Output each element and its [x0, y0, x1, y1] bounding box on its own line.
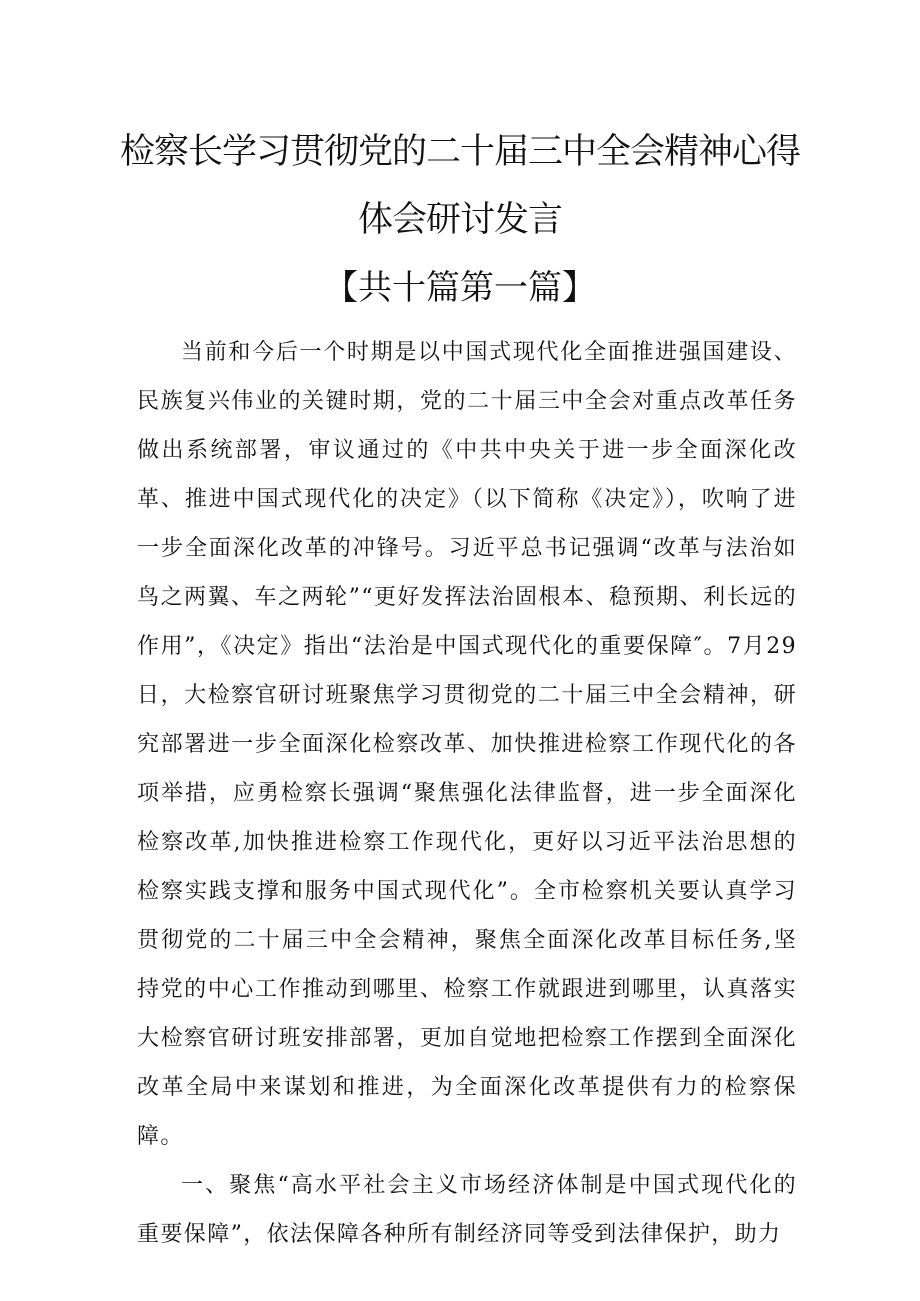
document-title-line-2: 体会研讨发言 [357, 200, 562, 240]
document-body [137, 328, 797, 1259]
body-paragraph-intro: 当前和今后一个时期是以中国式现代化全面推进强国建设、民族复兴伟业的关键时期，党的二十届三中全会对重点改革任务做出系统部署，审议通过的《中共中央关于进一步全面深化改革、推进中国式现代化的决定》（以下简称《决定》），吹响了进一步全面深化改革的冲锋号。习近平总书记强调“改革与法治如鸟之两翼、车之两轮”“更好发挥法治固根本、稳预期、利长远的作用”，《决定》指出“法治是中国式现代化的重要保障″。7月29日，大检察官研讨班聚焦学习贯彻党的二十届三中全会精神，研究部署进一步全面深化检察改革、加快推进检察工作现代化的各项举措，应勇检察长强调“聚焦强化法律监督，进一步全面深化检察改革,加快推进检察工作现代化，更好以习近平法治思想的检察实践支撑和服务中国式现代化”。全市检察机关要认真学习贯彻党的二十届三中全会精神，聚焦全面深化改革目标任务,坚持党的中心工作推动到哪里、检察工作就跟进到哪里，认真落实大检察官研讨班安排部署，更加自觉地把检察工作摆到全面深化改革全局中来谋划和推进，为全面深化改革提供有力的检察保障。 [137, 340, 797, 1149]
body-paragraph-section-one: 一、聚焦“高水平社会主义市场经济体制是中国式现代化的重要保障”，依法保障各种所有制经济同等受到法律保护，助力 [137, 1173, 797, 1247]
document-subtitle: 【共十篇第一篇】 [324, 268, 596, 308]
document-title-line-1: 检察长学习贯彻党的二十届三中全会精神心得 [119, 132, 800, 172]
